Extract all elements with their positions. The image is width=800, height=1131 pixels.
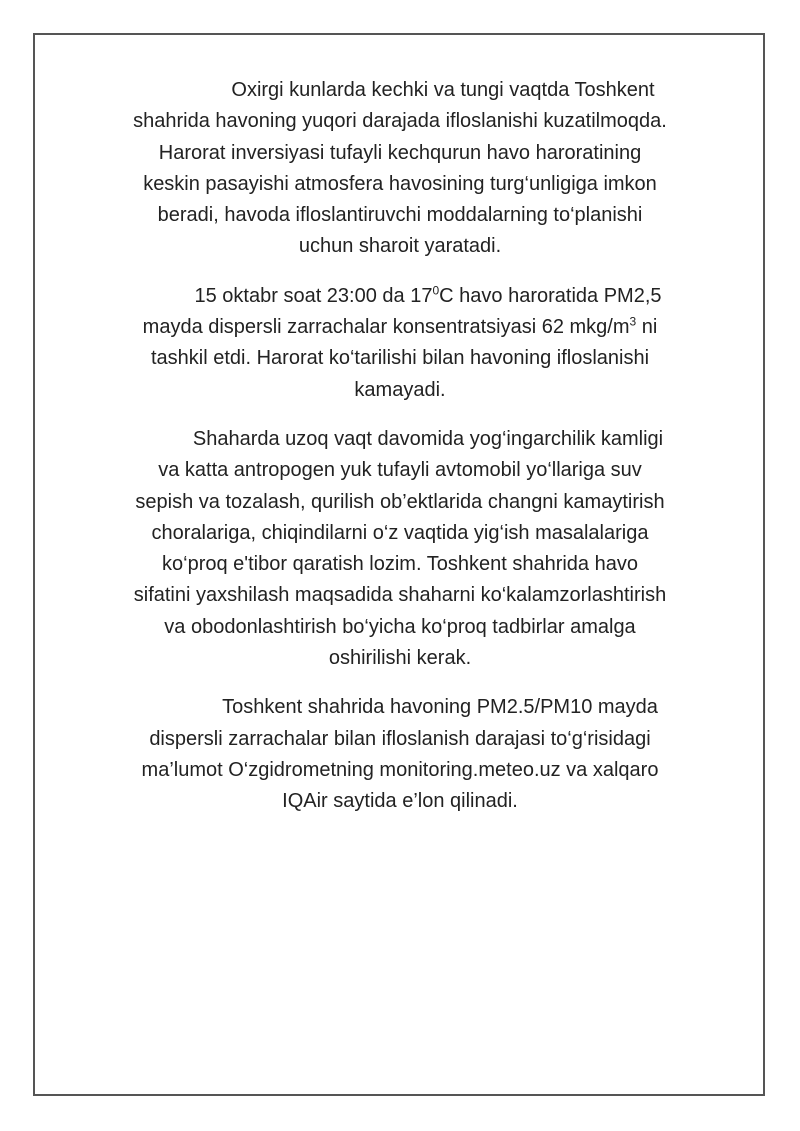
- text-line: dispersli zarrachalar bilan ifloslanish darajasi to‘g‘risidagi: [149, 727, 651, 750]
- text-line: ko‘proq e'tibor qaratish lozim. Toshkent shahrida havo: [162, 553, 638, 576]
- text-line: keskin pasayishi atmosfera havosining turg‘unligiga imkon: [143, 172, 657, 195]
- paragraph-measurement: [40, 281, 760, 406]
- text-line: Shaharda uzoq vaqt davomida yog‘ingarchilik kamligi: [192, 427, 664, 450]
- text-line: va obodonlashtirish bo‘yicha ko‘proq tadbirlar amalga: [164, 615, 636, 638]
- text-line: Oxirgi kunlarda kechki va tungi vaqtda Toshkent: [231, 79, 655, 101]
- text-segment: 15 oktabr soat 23:00 da 17: [194, 284, 433, 307]
- text-line: IQAir saytida e’lon qilinadi.: [282, 790, 518, 813]
- text-line: beradi, havoda ifloslantiruvchi moddalarning to‘planishi: [157, 204, 643, 227]
- text-line: choralariga, chiqindilarni o‘z vaqtida yig‘ish masalalariga: [151, 521, 649, 544]
- text-line: tashkil etdi. Harorat ko‘tarilishi bilan havoning ifloslanishi: [150, 347, 650, 370]
- text-segment: mayda dispersli zarrachalar konsentratsiyasi 62 mkg/m: [142, 316, 630, 339]
- text-line: Toshkent shahrida havoning PM2.5/PM10 mayda: [222, 696, 658, 719]
- cubic-superscript: 3: [629, 314, 637, 329]
- text-line: va katta antropogen yuk tufayli avtomobil yo‘llariga suv: [158, 459, 642, 482]
- text-line: [40, 281, 760, 312]
- text-line: sifatini yaxshilash maqsadida shaharni ko‘kalamzorlashtirish: [133, 584, 667, 607]
- paragraph-inversion: [40, 75, 760, 263]
- text-line: ma’lumot O‘zgidrometning monitoring.meteo.uz va xalqaro: [141, 758, 659, 781]
- text-line: Harorat inversiyasi tufayli kechqurun havo haroratining: [158, 141, 642, 164]
- text-line: shahrida havoning yuqori darajada ifloslanishi kuzatilmoqda.: [133, 110, 667, 133]
- paragraph-monitoring: [40, 692, 760, 817]
- degree-superscript: 0: [432, 283, 440, 298]
- document-body: [40, 75, 760, 836]
- text-segment: C havo haroratida PM2,5: [439, 284, 662, 307]
- text-line: sepish va tozalash, qurilish ob’ektlarida changni kamaytirish: [135, 490, 665, 513]
- text-line: oshirilishi kerak.: [328, 647, 472, 670]
- text-line: uchun sharoit yaratadi.: [298, 235, 502, 258]
- text-line: [40, 312, 760, 343]
- paragraph-recommendations: [40, 424, 760, 674]
- text-line: kamayadi.: [354, 378, 446, 401]
- text-segment: ni: [636, 316, 658, 339]
